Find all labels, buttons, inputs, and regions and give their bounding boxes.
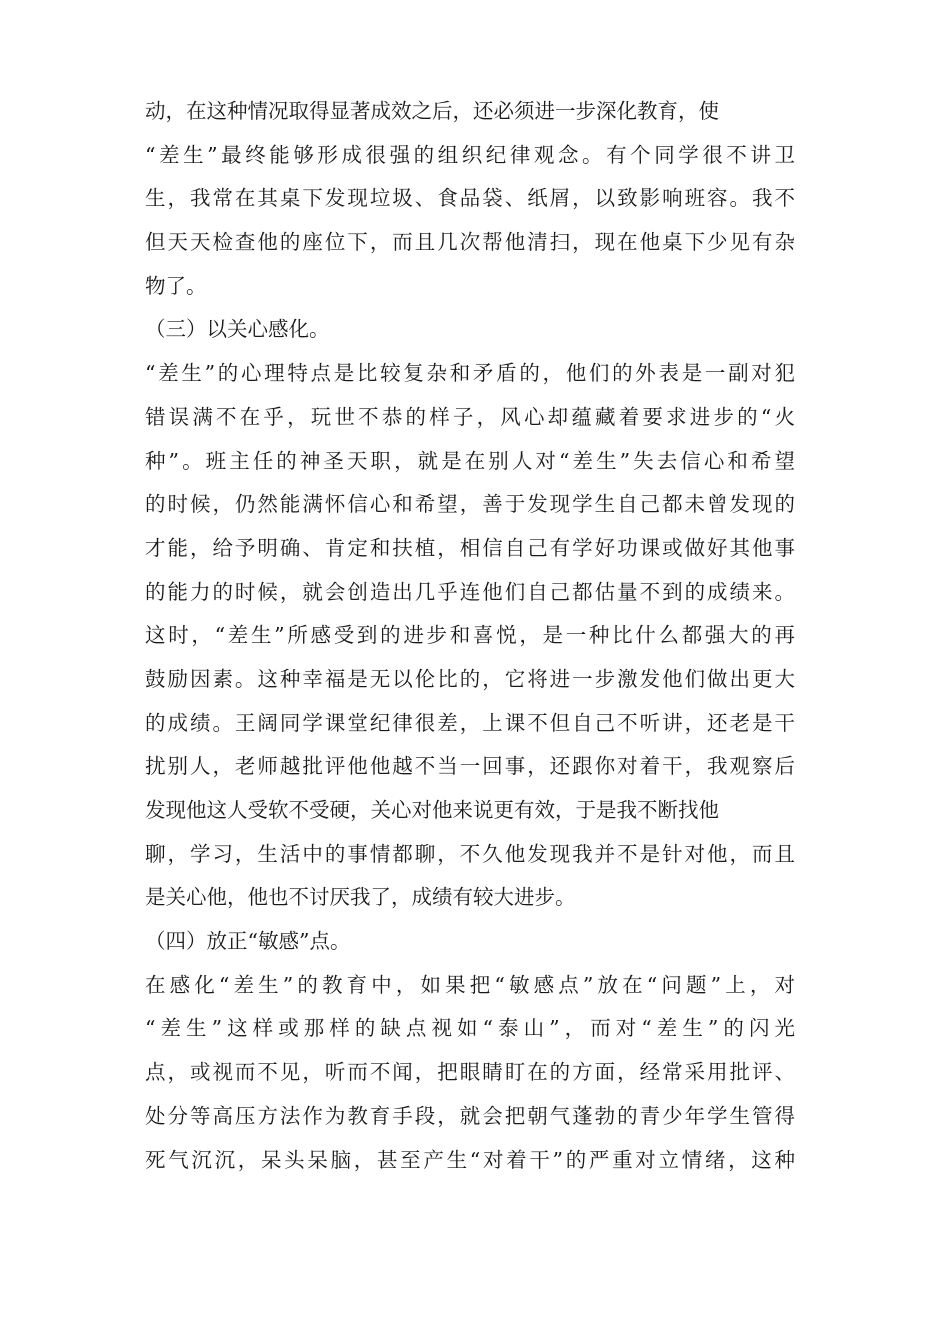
text-line: 的成绩。王阔同学课堂纪律很差，上课不但自己不听讲，还老是干 [145,710,795,735]
text-line: “差生”的心理特点是比较复杂和矛盾的，他们的外表是一副对犯 [145,361,795,386]
text-line: 扰别人，老师越批评他他越不当一回事，还跟你对着干，我观察后 [145,754,795,779]
text-line: 动，在这种情况取得显著成效之后，还必须进一步深化教育，使 [145,99,719,123]
text-line: 的能力的时候，就会创造出几乎连他们自己都估量不到的成绩来。 [145,579,795,604]
text-line: 物了。 [145,273,207,298]
text-line: 错误满不在乎，玩世不恭的样子，风心却蕴藏着要求进步的“火 [145,404,795,429]
text-line: 死气沉沉，呆头呆脑，甚至产生“对着干”的严重对立情绪，这种 [145,1147,795,1172]
text-line: 的时候，仍然能满怀信心和希望，善于发现学生自己都未曾发现的 [145,492,795,517]
text-line: 点，或视而不见，听而不闻，把眼睛盯在的方面，经常采用批评、 [145,1060,795,1085]
text-line: 在感化“差生”的教育中，如果把“敏感点”放在“问题”上，对 [145,972,795,997]
text-line: 种”。班主任的神圣天职，就是在别人对“差生”失去信心和希望 [145,448,795,473]
text-line: 但天天检查他的座位下，而且几次帮他清扫，现在他桌下少见有杂 [145,230,795,255]
text-line: 这时，“差生”所感受到的进步和喜悦，是一种比什么都强大的再 [145,623,795,648]
text-line: 聊，学习，生活中的事情都聊，不久他发现我并不是针对他，而且 [145,841,795,866]
text-line: （四）放正“敏感”点。 [145,929,351,954]
text-line: 才能，给予明确、肯定和扶植，相信自己有学好功课或做好其他事 [145,535,795,560]
text-line: 生，我常在其桌下发现垃圾、食品袋、纸屑，以致影响班容。我不 [145,186,795,211]
text-line: “差生”这样或那样的缺点视如“泰山”，而对“差生”的闪光 [145,1016,795,1041]
text-line: 处分等高压方法作为教育手段，就会把朝气蓬勃的青少年学生管得 [145,1103,795,1128]
text-line: 鼓励因素。这种幸福是无以伦比的，它将进一步激发他们做出更大 [145,666,795,691]
text-line: 是关心他，他也不讨厌我了，成绩有较大进步。 [145,885,576,910]
text-line: 发现他这人受软不受硬，关心对他来说更有效，于是我不断找他 [145,798,719,822]
text-line: “差生”最终能够形成很强的组织纪律观念。有个同学很不讲卫 [145,142,795,167]
text-line: （三）以关心感化。 [145,317,330,342]
document-page [145,90,795,1182]
